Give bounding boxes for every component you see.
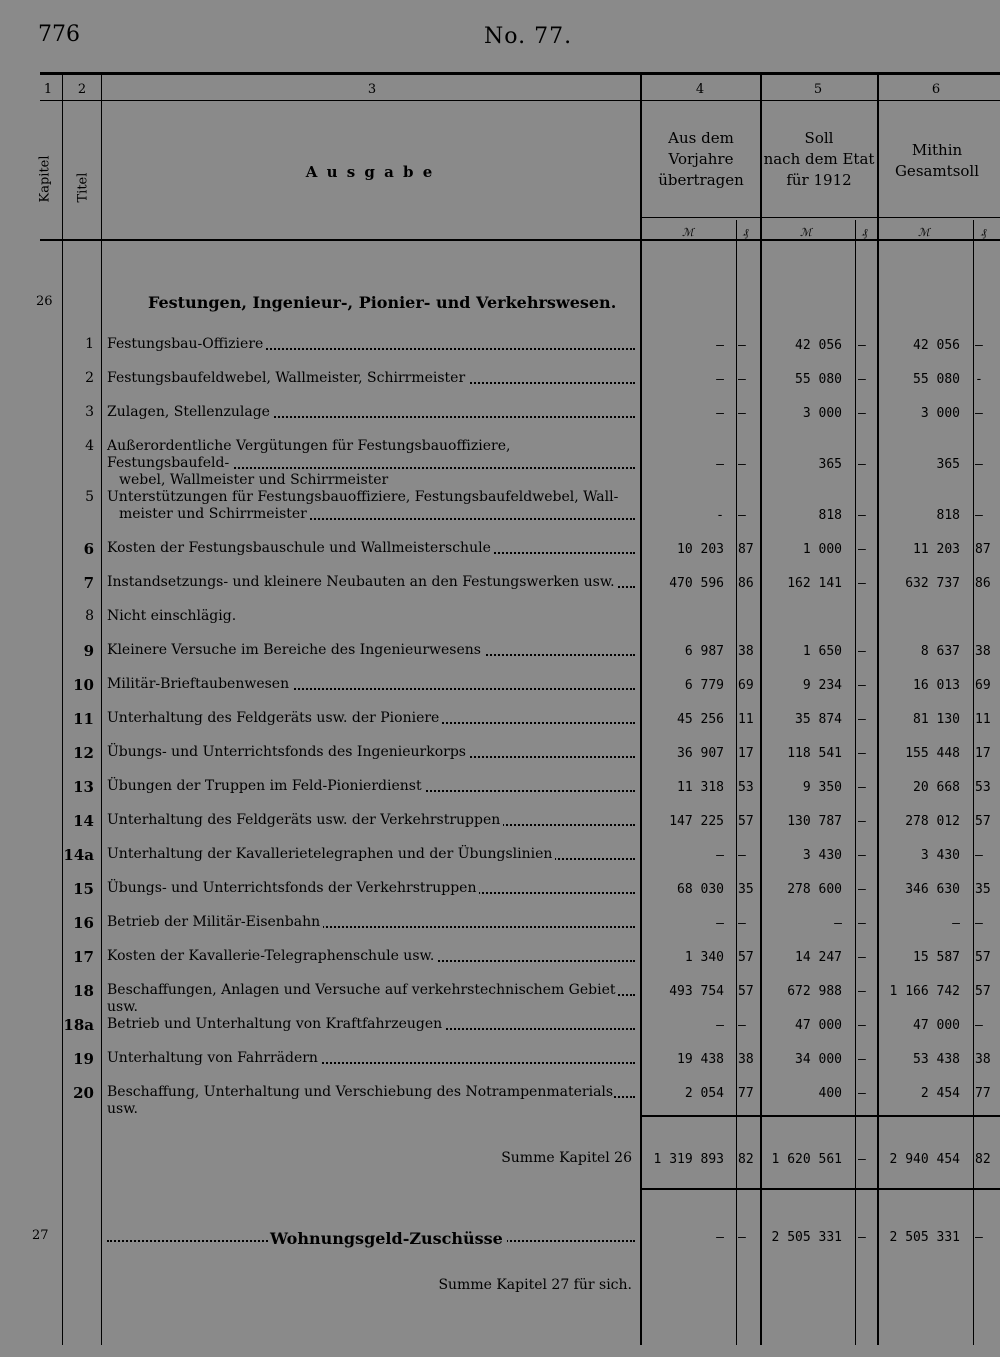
row-col4: 11 318	[677, 780, 724, 795]
sum-p5: —	[858, 1152, 866, 1167]
header-col6: Mithin Gesamtsoll	[894, 141, 980, 180]
row-col4-pf: 57	[738, 984, 754, 999]
row-col6: 346 630	[905, 882, 960, 897]
unit-pf-6: ₰	[981, 226, 987, 239]
unit-mark-4: ℳ	[682, 226, 694, 239]
row-titel: 19	[73, 1050, 94, 1068]
row-titel: 13	[73, 778, 94, 796]
row-col5-pf: —	[858, 1052, 866, 1067]
row-col6-pf: —	[975, 1018, 983, 1033]
row-titel: 6	[83, 540, 94, 558]
row-col5: 365	[818, 457, 842, 472]
row-col6-pf: 57	[975, 984, 991, 999]
row-description	[107, 642, 635, 659]
row-col6: 3 430	[920, 848, 960, 863]
row-titel: 15	[73, 880, 94, 898]
row-description	[107, 540, 635, 557]
row-col6-pf: 17	[975, 746, 991, 761]
sum-top-rule	[640, 1115, 1000, 1117]
subhead-rule-5	[760, 217, 878, 218]
col-line-5pf	[855, 220, 856, 1345]
document-number: No. 77.	[484, 24, 573, 49]
unit-mark-5: ℳ	[800, 226, 812, 239]
row-description	[107, 948, 635, 965]
chapter27-number: 27	[32, 1228, 49, 1243]
row-col6: 632 737	[905, 576, 960, 591]
row-col6-pf: 53	[975, 780, 991, 795]
row-col5: 9 350	[802, 780, 842, 795]
row-col5-pf: —	[858, 406, 866, 421]
row-description-line2: meister und Schirrmeister	[107, 506, 310, 522]
header-kapitel: Kapitel	[37, 155, 53, 203]
header-bottom-rule	[40, 239, 1000, 241]
row-titel: 18	[73, 982, 94, 1000]
row-col5-pf: —	[858, 644, 866, 659]
row-col6: 42 056	[913, 338, 960, 353]
row-col4-pf: —	[738, 406, 746, 421]
ch27-c4: —	[716, 1230, 724, 1245]
row-col5: 35 874	[795, 712, 842, 727]
row-col6: 15 587	[913, 950, 960, 965]
row-col5-pf: —	[858, 814, 866, 829]
row-col5-pf: —	[858, 576, 866, 591]
row-titel: 5	[85, 489, 94, 505]
ch27-c5: 2 505 331	[771, 1230, 842, 1245]
row-col4: —	[716, 338, 724, 353]
row-col6: 8 637	[920, 644, 960, 659]
row-col5: 672 988	[787, 984, 842, 999]
row-description	[107, 812, 635, 829]
chapter-number: 26	[36, 294, 53, 309]
row-col5-pf: —	[858, 457, 866, 472]
row-col6: 16 013	[913, 678, 960, 693]
row-col6-pf: —	[975, 457, 983, 472]
row-description-line2: webel, Wallmeister und Schirrmeister	[107, 472, 391, 488]
row-col5: —	[834, 916, 842, 931]
row-col4-pf: 69	[738, 678, 754, 693]
row-col5-pf: —	[858, 678, 866, 693]
row-col4: 45 256	[677, 712, 724, 727]
row-description	[107, 1084, 635, 1118]
row-col4: 6 779	[684, 678, 724, 693]
row-col6-pf: 77	[975, 1086, 991, 1101]
row-col6-pf: -	[975, 372, 983, 387]
row-col6: 20 668	[913, 780, 960, 795]
row-col6-pf: 11	[975, 712, 991, 727]
unit-mark-6: ℳ	[918, 226, 930, 239]
row-col4-pf: 77	[738, 1086, 754, 1101]
unit-pf-5: ₰	[862, 226, 868, 239]
row-col4: 1 340	[684, 950, 724, 965]
sum-p6: 82	[975, 1152, 991, 1167]
row-description	[107, 608, 635, 625]
row-description	[107, 489, 635, 523]
row-col4: —	[716, 457, 724, 472]
row-description-line1: Festungsbau-Offiziere	[107, 336, 266, 352]
row-description	[107, 676, 635, 693]
col-line-6pf	[973, 220, 974, 1345]
header-titel: Titel	[75, 172, 91, 203]
row-col5-pf: —	[858, 338, 866, 353]
row-col5: 3 430	[802, 848, 842, 863]
row-col4-pf: 38	[738, 644, 754, 659]
subhead-rule-4	[642, 217, 760, 218]
row-col4: —	[716, 848, 724, 863]
row-titel: 2	[85, 370, 94, 386]
row-description	[107, 1050, 635, 1067]
row-description-line1: Unterhaltung der Kavallerietelegraphen und der Übungslinien	[107, 846, 555, 862]
row-col4-pf: —	[738, 372, 746, 387]
row-col6: 53 438	[913, 1052, 960, 1067]
row-col4-pf: —	[738, 338, 746, 353]
row-description-line1: Beschaffungen, Anlagen und Versuche auf verkehrstechnischem Gebiet usw.	[107, 982, 616, 1015]
row-col4: —	[716, 406, 724, 421]
ch27-p4: —	[738, 1230, 746, 1245]
row-titel: 11	[73, 710, 94, 728]
row-col4-pf: 11	[738, 712, 754, 727]
row-col5-pf: —	[858, 1086, 866, 1101]
row-description-line1: Übungen der Truppen im Feld-Pionierdienst	[107, 778, 425, 794]
row-col6-pf: 57	[975, 950, 991, 965]
row-col4: —	[716, 1018, 724, 1033]
row-col5: 818	[818, 508, 842, 523]
header-ausgabe: A u s g a b e	[305, 163, 435, 181]
row-description-line1: Außerordentliche Vergütungen für Festungsbauoffiziere, Festungsbaufeld-	[107, 438, 511, 471]
row-description-line1: Nicht einschlägig.	[107, 608, 239, 624]
row-titel: 10	[73, 676, 94, 694]
row-col4-pf: 57	[738, 950, 754, 965]
row-col4: 470 596	[669, 576, 724, 591]
row-col4-pf: —	[738, 848, 746, 863]
col-line-2	[101, 75, 102, 1345]
row-col4-pf: 35	[738, 882, 754, 897]
row-titel: 9	[83, 642, 94, 660]
row-col6-pf: 57	[975, 814, 991, 829]
row-description-line1: Betrieb der Militär-Eisenbahn	[107, 914, 323, 930]
row-col6: 3 000	[920, 406, 960, 421]
row-description	[107, 744, 635, 761]
colnum-5: 5	[813, 82, 823, 97]
row-col4-pf: 53	[738, 780, 754, 795]
top-rule	[40, 72, 1000, 75]
row-col6-pf: —	[975, 406, 983, 421]
row-col4-pf: 57	[738, 814, 754, 829]
row-col4-pf: 17	[738, 746, 754, 761]
row-col5: 55 080	[795, 372, 842, 387]
row-col6: 2 454	[920, 1086, 960, 1101]
row-col5-pf: —	[858, 542, 866, 557]
page-number: 776	[38, 22, 80, 47]
row-description	[107, 1016, 635, 1033]
row-col4: 2 054	[684, 1086, 724, 1101]
row-col4-pf: 38	[738, 1052, 754, 1067]
sum-c6: 2 940 454	[889, 1152, 960, 1167]
row-col5: 34 000	[795, 1052, 842, 1067]
row-titel: 17	[73, 948, 94, 966]
row-description-line1: Zulagen, Stellenzulage	[107, 404, 273, 420]
row-description	[107, 404, 635, 421]
row-description-line1: Kosten der Kavallerie-Telegraphenschule usw.	[107, 948, 437, 964]
sum-label: Summe Kapitel 26	[501, 1150, 632, 1166]
row-col6: 278 012	[905, 814, 960, 829]
row-col4: -	[716, 508, 724, 523]
row-col6: 155 448	[905, 746, 960, 761]
row-col5-pf: —	[858, 984, 866, 999]
sum-p4: 82	[738, 1152, 754, 1167]
chapter27-sum-label: Summe Kapitel 27 für sich.	[438, 1277, 632, 1293]
row-col5: 42 056	[795, 338, 842, 353]
row-col4: —	[716, 372, 724, 387]
row-col4-pf: —	[738, 1018, 746, 1033]
colnum-1: 1	[43, 82, 53, 97]
row-col6: 1 166 742	[889, 984, 960, 999]
row-col5: 278 600	[787, 882, 842, 897]
row-col5-pf: —	[858, 950, 866, 965]
row-col4: 147 225	[669, 814, 724, 829]
row-description	[107, 574, 635, 591]
row-description-line1: Übungs- und Unterrichtsfonds des Ingenieurkorps	[107, 744, 469, 760]
row-col5-pf: —	[858, 916, 866, 931]
row-col5-pf: —	[858, 712, 866, 727]
row-col6: —	[952, 916, 960, 931]
sum-c5: 1 620 561	[771, 1152, 842, 1167]
row-description	[107, 370, 635, 387]
row-description	[107, 710, 635, 727]
row-description	[107, 914, 635, 931]
row-titel: 14a	[63, 846, 94, 864]
row-description	[107, 438, 635, 489]
row-col4-pf: —	[738, 916, 746, 931]
ch27-p5: —	[858, 1230, 866, 1245]
row-description-line1: Instandsetzungs- und kleinere Neubauten an den Festungswerken usw.	[107, 574, 618, 590]
sum-c4: 1 319 893	[653, 1152, 724, 1167]
row-description-line1: Unterhaltung des Feldgeräts usw. der Pioniere	[107, 710, 442, 726]
row-col5-pf: —	[858, 508, 866, 523]
row-col5-pf: —	[858, 882, 866, 897]
ch27-p6: —	[975, 1230, 983, 1245]
row-col5-pf: —	[858, 780, 866, 795]
row-col4: 19 438	[677, 1052, 724, 1067]
row-col5-pf: —	[858, 746, 866, 761]
col-line-5	[877, 75, 879, 1345]
row-titel: 1	[85, 336, 94, 352]
row-titel: 14	[73, 812, 94, 830]
row-col5: 9 234	[802, 678, 842, 693]
row-col4-pf: 86	[738, 576, 754, 591]
row-col5-pf: —	[858, 1018, 866, 1033]
row-description	[107, 982, 635, 1016]
row-description-line1: Militär-Brieftaubenwesen	[107, 676, 292, 692]
row-col4: 6 987	[684, 644, 724, 659]
row-description-line1: Festungsbaufeldwebel, Wallmeister, Schirrmeister	[107, 370, 468, 386]
row-col6-pf: 69	[975, 678, 991, 693]
colnum-4: 4	[695, 82, 705, 97]
row-col6-pf: 87	[975, 542, 991, 557]
chapter-title: Festungen, Ingenieur-, Pionier- und Verkehrswesen.	[148, 293, 617, 312]
row-col6-pf: 38	[975, 644, 991, 659]
row-description	[107, 880, 635, 897]
header-col4: Aus dem Vorjahre übertragen	[658, 129, 744, 189]
row-col6: 365	[936, 457, 960, 472]
row-description-line1: Unterhaltung des Feldgeräts usw. der Verkehrstruppen	[107, 812, 503, 828]
row-description-line1: Übungs- und Unterrichtsfonds der Verkehrstruppen	[107, 880, 479, 896]
row-col6-pf: —	[975, 338, 983, 353]
row-col5: 14 247	[795, 950, 842, 965]
row-col4-pf: —	[738, 508, 746, 523]
row-description-line1: Kleinere Versuche im Bereiche des Ingenieurwesens	[107, 642, 484, 658]
row-col5: 400	[818, 1086, 842, 1101]
row-col5: 118 541	[787, 746, 842, 761]
row-col6: 81 130	[913, 712, 960, 727]
row-col5: 3 000	[802, 406, 842, 421]
row-description	[107, 336, 635, 353]
row-col4: 10 203	[677, 542, 724, 557]
row-description-line1: Betrieb und Unterhaltung von Kraftfahrzeugen	[107, 1016, 445, 1032]
row-titel: 4	[85, 438, 94, 454]
row-col4-pf: 87	[738, 542, 754, 557]
colnum-2: 2	[77, 82, 87, 97]
row-col5: 130 787	[787, 814, 842, 829]
row-col5: 1 650	[802, 644, 842, 659]
row-col6-pf: —	[975, 508, 983, 523]
row-titel: 18a	[63, 1016, 94, 1034]
row-col6-pf: —	[975, 916, 983, 931]
chapter27-title: Wohnungsgeld-Zuschüsse	[270, 1229, 507, 1248]
row-col6-pf: 38	[975, 1052, 991, 1067]
row-titel: 20	[73, 1084, 94, 1102]
row-description-line1: Unterstützungen für Festungsbauoffiziere, Festungsbaufeldwebel, Wall-	[107, 489, 621, 505]
row-titel: 3	[85, 404, 94, 420]
colnum-rule	[40, 100, 1000, 101]
col-line-4pf	[736, 220, 737, 1345]
row-col5: 1 000	[802, 542, 842, 557]
ch27-c6: 2 505 331	[889, 1230, 960, 1245]
colnum-6: 6	[931, 82, 941, 97]
row-col4: 68 030	[677, 882, 724, 897]
row-col6: 818	[936, 508, 960, 523]
row-col4-pf: —	[738, 457, 746, 472]
row-titel: 7	[83, 574, 94, 592]
colnum-3: 3	[367, 82, 377, 97]
row-col5-pf: —	[858, 372, 866, 387]
row-titel: 16	[73, 914, 94, 932]
row-col4: 36 907	[677, 746, 724, 761]
unit-pf-4: ₰	[743, 226, 749, 239]
row-col5: 47 000	[795, 1018, 842, 1033]
subhead-rule-6	[878, 217, 1000, 218]
row-description-line1: Kosten der Festungsbauschule und Wallmeisterschule	[107, 540, 494, 556]
row-titel: 12	[73, 744, 94, 762]
row-col5-pf: —	[858, 848, 866, 863]
row-col6: 47 000	[913, 1018, 960, 1033]
row-description	[107, 778, 635, 795]
row-col4: 493 754	[669, 984, 724, 999]
row-col4: —	[716, 916, 724, 931]
header-col5: Soll nach dem Etat für 1912	[763, 129, 875, 189]
row-col6-pf: 86	[975, 576, 991, 591]
row-col6-pf: —	[975, 848, 983, 863]
row-description-line1: Beschaffung, Unterhaltung und Verschiebung des Notrampenmaterials usw.	[107, 1084, 614, 1117]
row-col5: 162 141	[787, 576, 842, 591]
row-col6: 55 080	[913, 372, 960, 387]
row-titel: 8	[85, 608, 94, 624]
row-col6: 11 203	[913, 542, 960, 557]
row-description	[107, 846, 635, 863]
row-col6-pf: 35	[975, 882, 991, 897]
row-description-line1: Unterhaltung von Fahrrädern	[107, 1050, 321, 1066]
sum-bottom-rule	[640, 1188, 1000, 1190]
